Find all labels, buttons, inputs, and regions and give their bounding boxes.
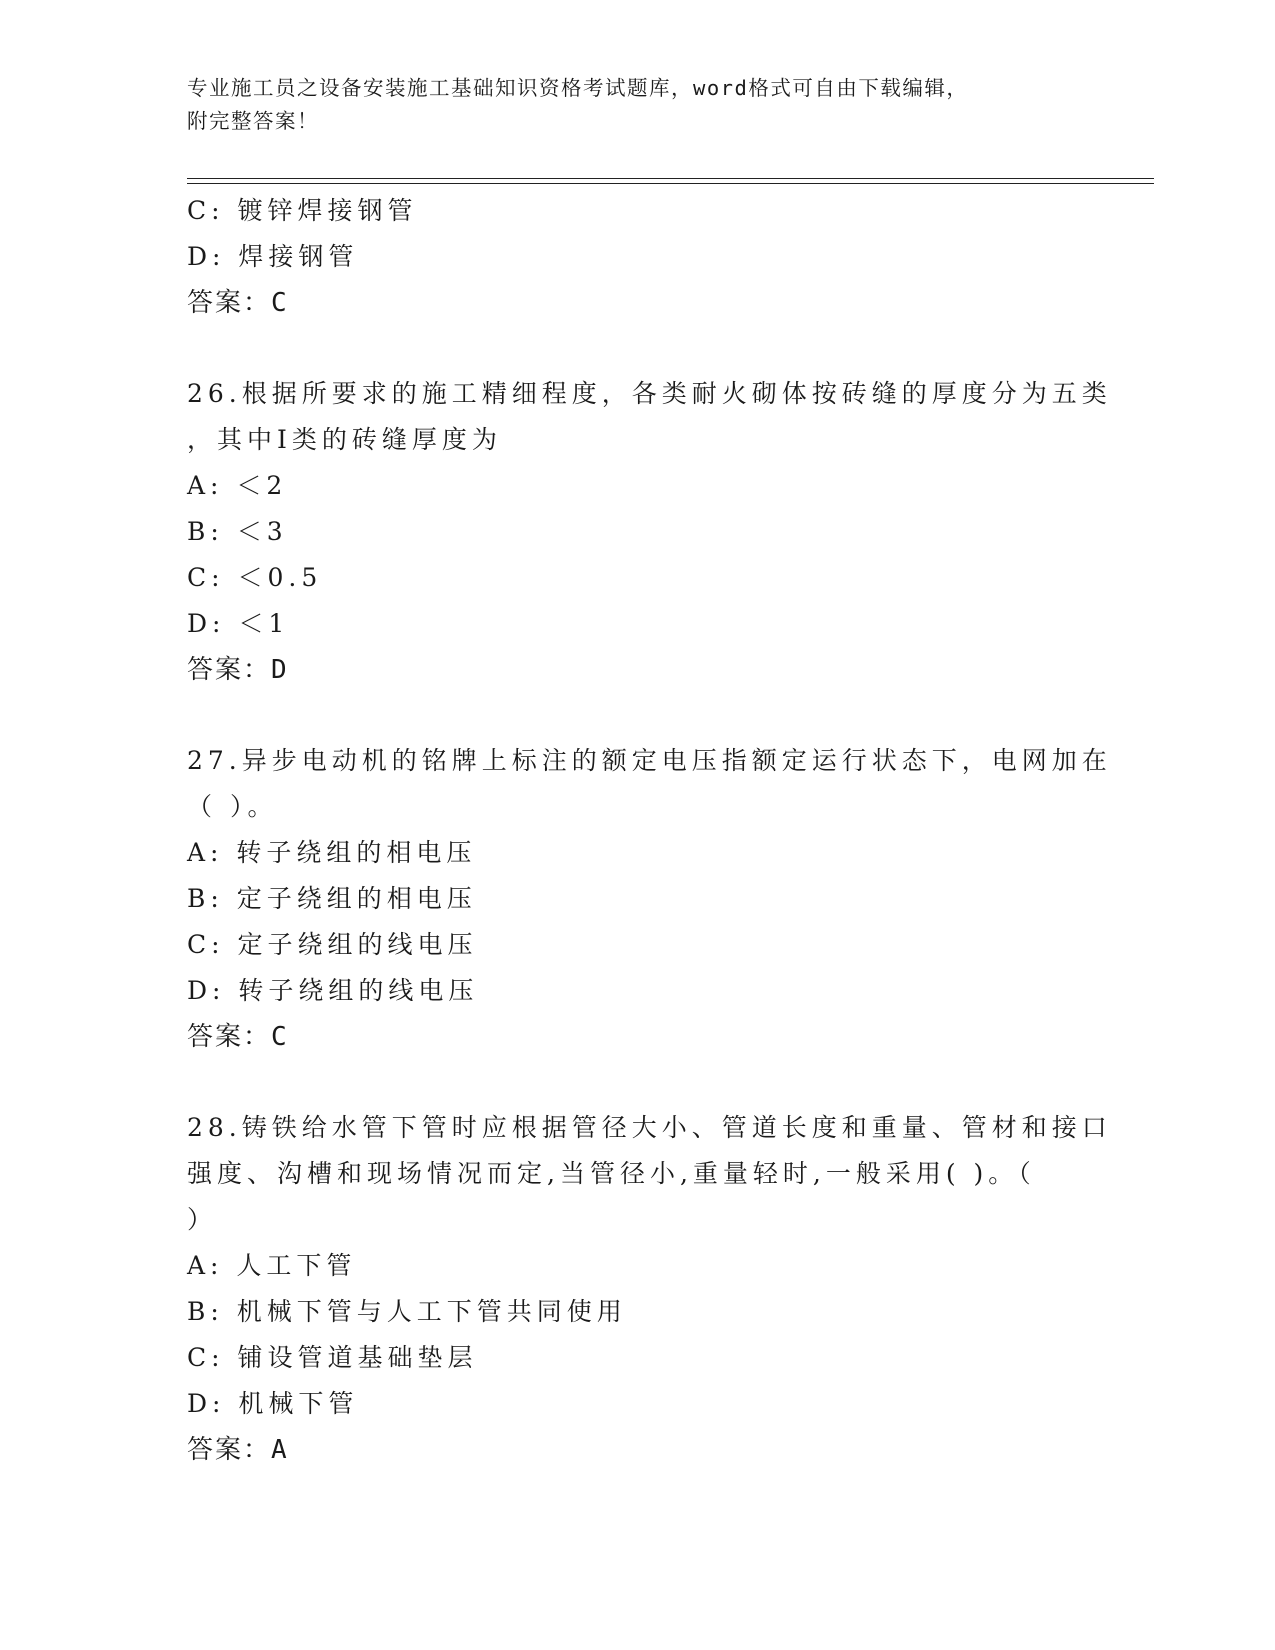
option-line: C: 定子绕组的线电压 — [187, 930, 478, 959]
block-spacer — [187, 693, 1087, 738]
answer-line: 答案：C — [187, 288, 289, 318]
block-spacer — [187, 326, 1087, 371]
question-stem-line: 28.铸铁给水管下管时应根据管径大小、管道长度和重量、管材和接口 — [187, 1113, 1112, 1142]
option-line: C: 铺设管道基础垫层 — [187, 1343, 478, 1372]
document-header: 专业施工员之设备安装施工基础知识资格考试题库，word格式可自由下载编辑， 附完整答案！ — [187, 76, 969, 133]
question-stem-line: （ ）。 — [187, 792, 278, 821]
question-stem-line: ，其中Ⅰ类的砖缝厚度为 — [187, 425, 502, 454]
option-line: A: 人工下管 — [187, 1251, 357, 1280]
question-stem-line: 27.异步电动机的铭牌上标注的额定电压指额定运行状态下，电网加在 — [187, 746, 1112, 775]
option-line: A: 转子绕组的相电压 — [187, 838, 477, 867]
question-list — [187, 188, 1112, 1473]
question-stem-line: 26.根据所要求的施工精细程度，各类耐火砌体按砖缝的厚度分为五类 — [187, 379, 1112, 408]
option-line: B: ＜3 — [187, 517, 288, 546]
header-divider-bottom — [187, 183, 1154, 184]
option-line: D: 转子绕组的线电压 — [187, 976, 479, 1005]
option-line: C: 镀锌焊接钢管 — [187, 196, 418, 225]
answer-line: 答案：A — [187, 1435, 289, 1465]
question-stem-line: 强度、沟槽和现场情况而定,当管径小,重量轻时,一般采用( )。（ — [187, 1159, 1036, 1188]
option-line: B: 定子绕组的相电压 — [187, 884, 477, 913]
option-line: C: ＜0.5 — [187, 563, 323, 592]
option-line: B: 机械下管与人工下管共同使用 — [187, 1297, 627, 1326]
question-block — [187, 1105, 1112, 1473]
question-block — [187, 738, 1112, 1060]
answer-line: 答案：D — [187, 655, 289, 685]
option-line: D: 焊接钢管 — [187, 242, 359, 271]
question-stem-line: ） — [187, 1205, 218, 1234]
option-line: D: 机械下管 — [187, 1389, 359, 1418]
block-spacer — [187, 1060, 1087, 1105]
answer-line: 答案：C — [187, 1022, 289, 1052]
option-line: A: ＜2 — [187, 471, 288, 500]
option-line: D: ＜1 — [187, 609, 290, 638]
header-divider-top — [187, 178, 1154, 179]
question-block — [187, 371, 1112, 693]
question-block — [187, 188, 1087, 326]
